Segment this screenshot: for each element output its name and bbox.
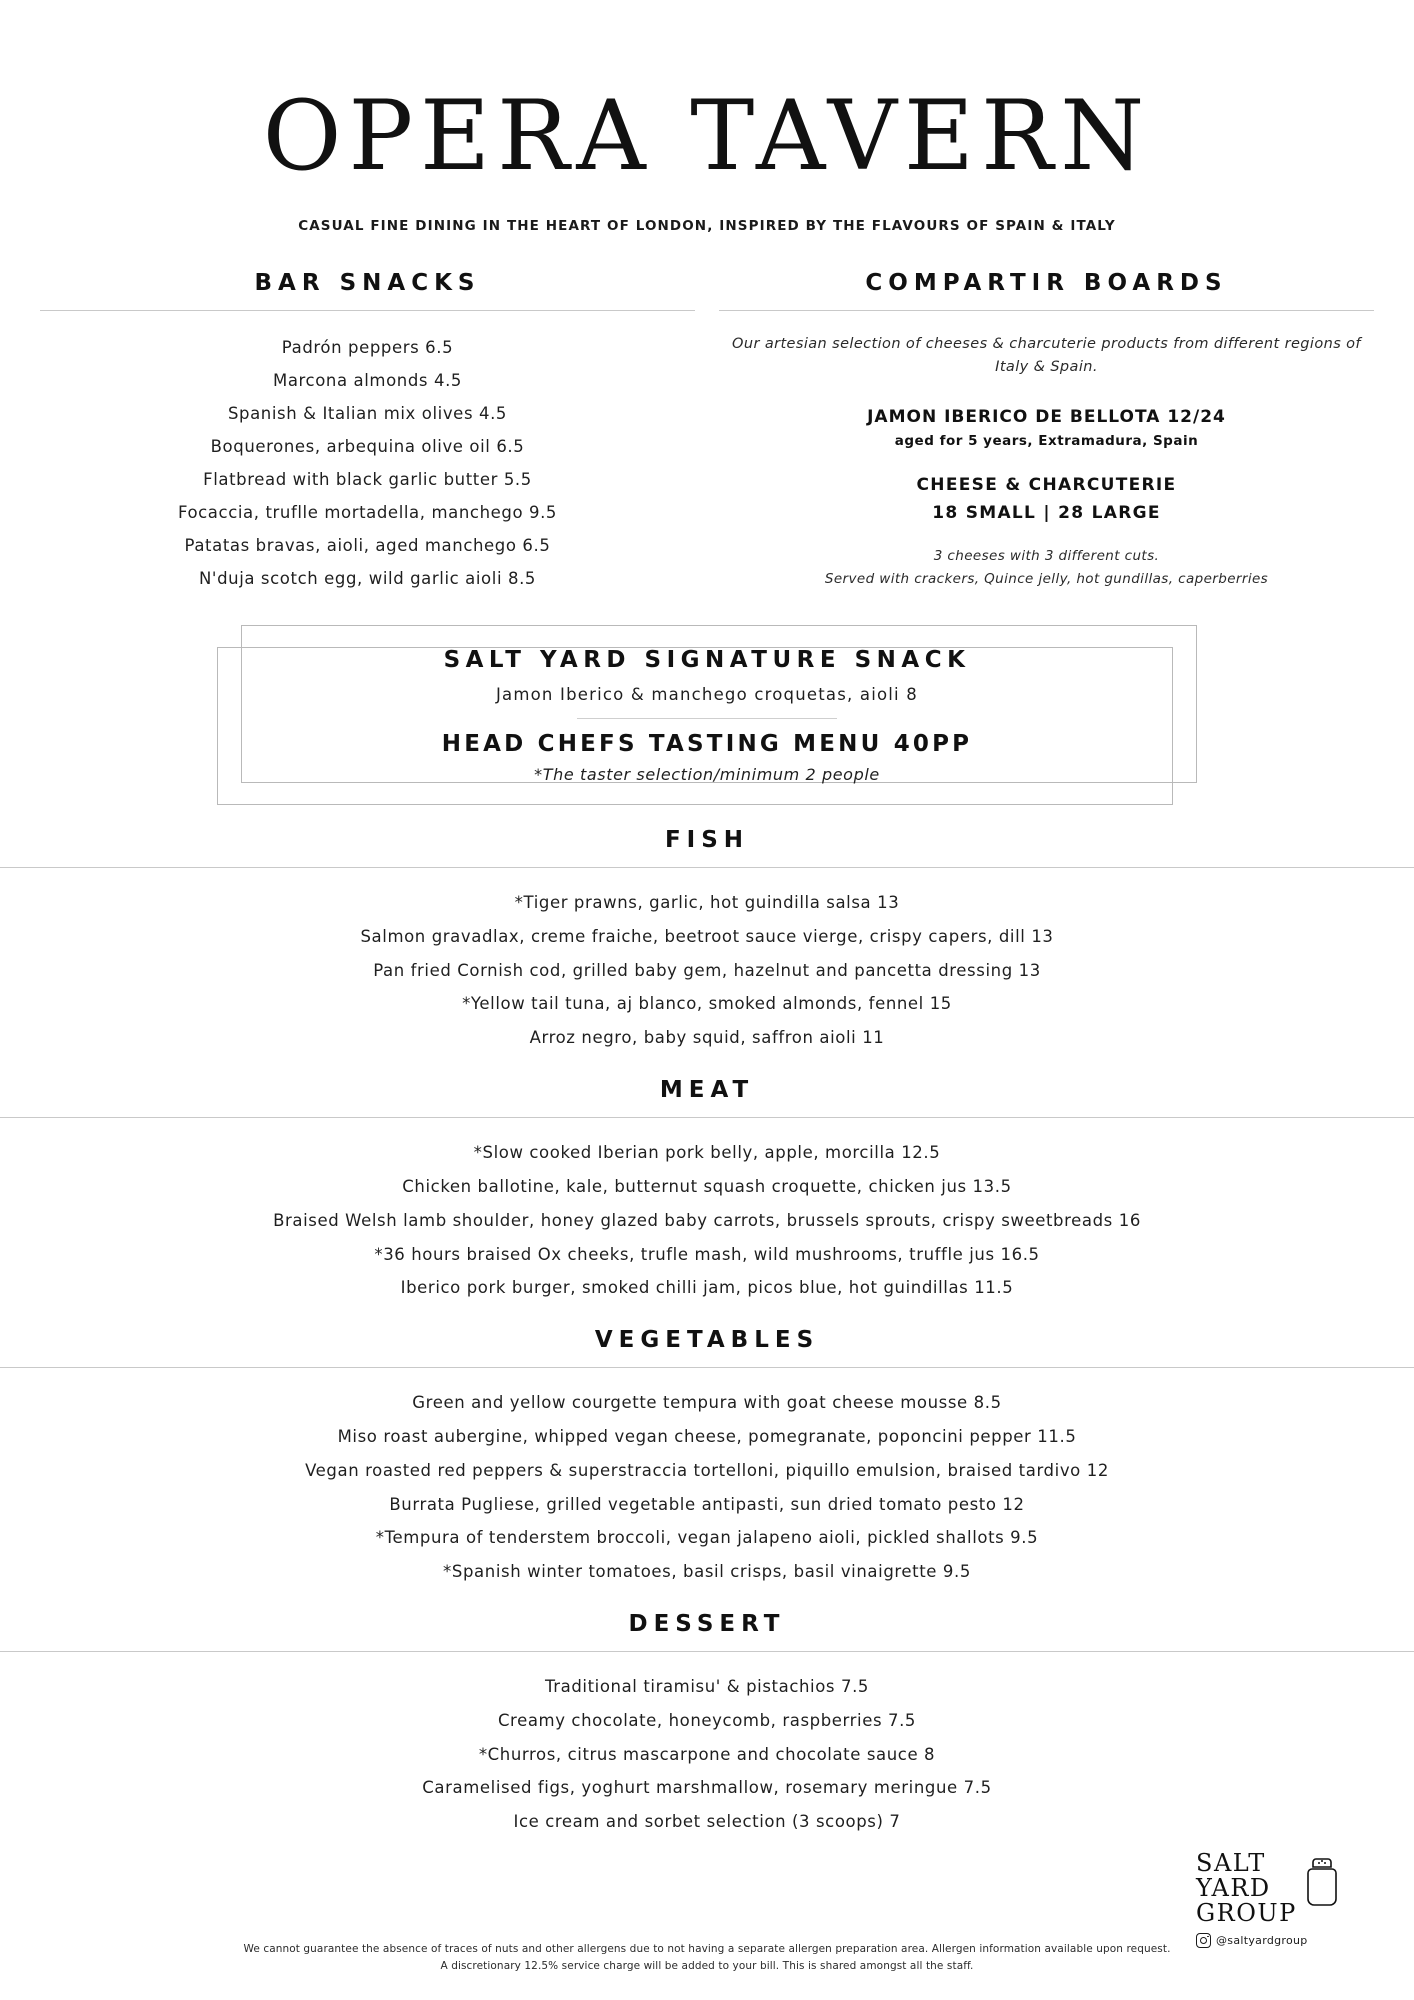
list-item: Arroz negro, baby squid, saffron aioli 11 [529,1028,885,1048]
logo-line-1: SALT [1196,1849,1266,1878]
logo-line-2: YARD [1196,1874,1271,1903]
logo-line-3: GROUP [1196,1899,1297,1928]
instagram-handle[interactable] [1196,1933,1366,1948]
vegetables-title: VEGETABLES [594,1327,820,1354]
list-item: Vegan roasted red peppers & superstraccia tortelloni, piquillo emulsion, braised tardivo 12 [305,1460,1109,1480]
board-note-line-2: Served with crackers, Quince jelly, hot gundillas, caperberries [824,571,1269,588]
list-item: *Yellow tail tuna, aj blanco, smoked almonds, fennel 15 [462,994,952,1014]
dessert-title: DESSERT [628,1611,786,1637]
vegetables-section [0,1327,1414,1589]
board-cheese-note [719,545,1374,591]
list-item: *36 hours braised Ox cheeks, trufle mash, wild mushrooms, truffle jus 16.5 [374,1244,1040,1264]
board-cheese-price: 18 SMALL | 28 LARGE [932,503,1161,524]
list-item: Burrata Pugliese, grilled vegetable antipasti, sun dried tomato pesto 12 [389,1494,1025,1514]
compartir-boards-section [707,270,1414,595]
list-item: *Tiger prawns, garlic, hot guindilla salsa 13 [514,893,900,912]
list-item: Traditional tiramisu' & pistachios 7.5 [544,1677,870,1696]
board-jamon-name: JAMON IBERICO DE BELLOTA 12/24 [867,407,1226,428]
fish-items [0,868,1414,1055]
list-item: Padrón peppers 6.5 [281,338,454,357]
list-item: *Tempura of tenderstem broccoli, vegan jalapeno aioli, pickled shallots 9.5 [375,1528,1039,1548]
signature-subtitle: Jamon Iberico & manchego croquetas, aioli 8 [495,684,918,704]
list-item: Boquerones, arbequina olive oil 6.5 [210,437,525,456]
bar-snacks-title: BAR SNACKS [254,270,481,296]
list-item: Green and yellow courgette tempura with goat cheese mousse 8.5 [412,1393,1002,1413]
tasting-menu-title: HEAD CHEFS TASTING MENU 40PP [441,730,973,757]
salt-yard-group-logo [1196,1851,1366,1948]
bar-snacks-items [40,311,695,595]
list-item: Salmon gravadlax, creme fraiche, beetroot sauce vierge, crispy capers, dill 13 [360,926,1054,946]
meat-items [0,1118,1414,1305]
social-handle-text: @saltyardgroup [1216,1934,1308,1947]
board-cheese-name: CHEESE & CHARCUTERIE [916,475,1177,496]
signature-box [217,625,1197,805]
masthead [0,0,1414,234]
dessert-items [0,1652,1414,1839]
meat-title: MEAT [659,1077,755,1104]
logo-wordmark [1196,1851,1297,1926]
signature-title: SALT YARD SIGNATURE SNACK [443,646,971,673]
boards-intro: Our artesian selection of cheeses & charcuterie products from different regions of Italy & Spain. [732,336,1361,376]
list-item: Caramelised figs, yoghurt marshmallow, rosemary meringue 7.5 [422,1778,992,1798]
tasting-menu-note: *The taster selection/minimum 2 people [534,764,880,784]
top-columns [0,270,1414,595]
list-item: Creamy chocolate, honeycomb, raspberries 7.5 [497,1710,917,1730]
instagram-icon [1196,1933,1211,1948]
vegetables-items [0,1368,1414,1589]
meat-section [0,1077,1414,1305]
list-item: Pan fried Cornish cod, grilled baby gem, hazelnut and pancetta dressing 13 [373,960,1041,980]
list-item: *Churros, citrus mascarpone and chocolate sauce 8 [478,1744,936,1764]
list-item: Patatas bravas, aioli, aged manchego 6.5 [184,536,551,555]
fish-title: FISH [664,827,750,853]
list-item: Ice cream and sorbet selection (3 scoops) 7 [513,1812,901,1832]
salt-shaker-icon [1305,1855,1339,1913]
fish-section [0,827,1414,1055]
list-item: Marcona almonds 4.5 [272,371,463,390]
restaurant-name: OPERA TAVERN [262,80,1152,192]
list-item: Focaccia, truflle mortadella, manchego 9.5 [177,503,558,522]
list-item: Flatbread with black garlic butter 5.5 [203,470,532,489]
list-item: Chicken ballotine, kale, butternut squash croquette, chicken jus 13.5 [402,1176,1012,1196]
list-item: *Spanish winter tomatoes, basil crisps, basil vinaigrette 9.5 [443,1562,971,1582]
disclaimer-line-2: A discretionary 12.5% service charge will be added to your bill. This is shared amongst all the staff. [440,1959,974,1972]
list-item: Iberico pork burger, smoked chilli jam, picos blue, hot guindillas 11.5 [400,1278,1014,1298]
disclaimer-line-1: We cannot guarantee the absence of traces of nuts and other allergens due to not having a separate allergen preparation area. Allergen information available upon request. [243,1943,1171,1956]
bar-snacks-section [0,270,707,595]
dessert-section [0,1611,1414,1839]
logo-row [1196,1851,1366,1926]
board-note-line-1: 3 cheeses with 3 different cuts. [933,548,1160,565]
signature-content [217,625,1197,805]
list-item: N'duja scotch egg, wild garlic aioli 8.5 [198,569,537,588]
list-item: Spanish & Italian mix olives 4.5 [227,404,508,423]
list-item: *Slow cooked Iberian pork belly, apple, morcilla 12.5 [473,1143,941,1163]
compartir-boards-title: COMPARTIR BOARDS [865,270,1228,296]
divider [577,718,837,719]
tagline: CASUAL FINE DINING IN THE HEART OF LONDON, INSPIRED BY THE FLAVOURS OF SPAIN & ITALY [298,218,1116,234]
board-jamon-sub: aged for 5 years, Extramadura, Spain [894,433,1199,450]
list-item: Miso roast aubergine, whipped vegan cheese, pomegranate, poponcini pepper 11.5 [337,1426,1077,1446]
list-item: Braised Welsh lamb shoulder, honey glazed baby carrots, brussels sprouts, crispy sweetbreads 16 [273,1210,1141,1230]
